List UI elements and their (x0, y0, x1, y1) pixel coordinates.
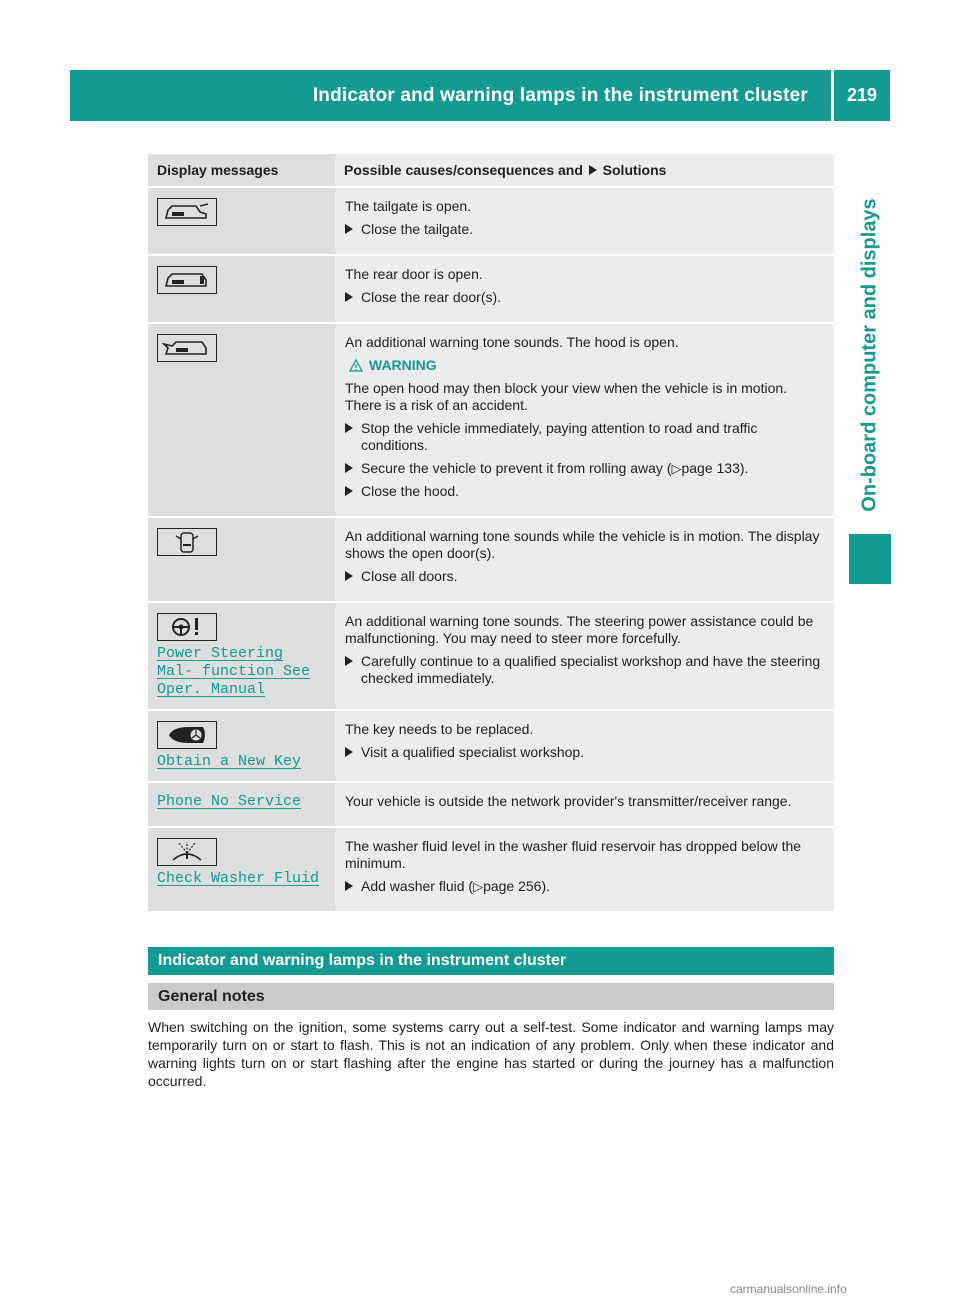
page-reference[interactable]: page 133 (681, 460, 740, 476)
step-text: Close the hood. (361, 483, 460, 499)
page-header (70, 70, 890, 121)
cause-text: An additional warning tone sounds while the vehicle is in motion. The display shows the open door(s). (345, 528, 820, 561)
steering-warning-icon (157, 613, 217, 641)
hood-open-icon (157, 334, 217, 362)
page-ref-icon: ▷ (473, 879, 484, 894)
watermark: carmanualsonline.info (730, 1282, 847, 1296)
col1-header: Display messages (148, 154, 335, 187)
arrow-icon (345, 571, 353, 581)
door-open-icon (157, 528, 217, 556)
cause-text: The washer fluid level in the washer fluid reservoir has dropped below the minimum. (345, 838, 802, 871)
side-tab-marker (849, 534, 891, 584)
arrow-icon (589, 165, 597, 175)
solution-step (345, 420, 825, 454)
solution-step (345, 221, 825, 238)
arrow-icon (345, 463, 353, 473)
display-message: Obtain a New Key (157, 753, 302, 770)
col2-header-text: Possible causes/consequences and (344, 162, 583, 178)
arrow-icon (345, 747, 353, 757)
solution-step (345, 744, 825, 761)
step-text: Close all doors. (361, 568, 458, 584)
solution-cell (335, 827, 834, 912)
arrow-icon (345, 224, 353, 234)
step-text-end: ). (541, 878, 551, 894)
display-message: Phone No Service (157, 793, 302, 810)
table-row (148, 782, 834, 827)
arrow-icon (345, 656, 353, 666)
cause-text: An additional warning tone sounds. The hood is open. (345, 334, 679, 350)
display-message: Check Washer Fluid (157, 870, 320, 887)
arrow-icon (345, 486, 353, 496)
arrow-icon (345, 292, 353, 302)
cause-text: Your vehicle is outside the network provider's transmitter/receiver range. (345, 793, 792, 809)
cause-text: The tailgate is open. (345, 198, 472, 214)
cause-text: The key needs to be replaced. (345, 721, 534, 737)
table-row (148, 517, 834, 602)
display-cell (148, 710, 335, 782)
solution-step (345, 568, 825, 585)
tailgate-open-icon (157, 198, 217, 226)
display-messages-table (148, 154, 834, 913)
solution-step (345, 483, 825, 500)
step-text: Visit a qualified specialist workshop. (361, 744, 585, 760)
page-reference[interactable]: page 256 (483, 878, 542, 894)
col2-header (335, 154, 834, 187)
step-text: Close the tailgate. (361, 221, 474, 237)
key-icon (157, 721, 217, 749)
side-tab-label: On-board computer and displays (858, 198, 881, 512)
step-text: Stop the vehicle immediately, paying attention to road and traffic conditions. (361, 420, 758, 453)
section-title: Indicator and warning lamps in the instrument cluster (148, 947, 834, 975)
solution-cell (335, 255, 834, 323)
rear-door-open-icon (157, 266, 217, 294)
step-text: Add washer fluid ( (361, 878, 474, 894)
display-cell (148, 602, 335, 710)
display-cell (148, 323, 335, 517)
warning-triangle-icon (349, 359, 363, 372)
table-row (148, 827, 834, 912)
display-cell (148, 827, 335, 912)
page-ref-icon: ▷ (671, 461, 682, 476)
warning-text: The open hood may then block your view when the vehicle is in motion. There is a risk of an accident. (345, 380, 788, 413)
warning-label: WARNING (369, 357, 437, 373)
solution-cell (335, 187, 834, 255)
display-message: Power Steering Mal‐ function See Oper. Manual (157, 645, 311, 698)
solution-cell (335, 517, 834, 602)
arrow-icon (345, 423, 353, 433)
display-cell (148, 782, 335, 827)
header-title: Indicator and warning lamps in the instrument cluster (312, 85, 808, 106)
col2-header-solutions: Solutions (602, 162, 667, 178)
side-tab (849, 120, 891, 590)
table-row (148, 187, 834, 255)
cause-text: The rear door is open. (345, 266, 483, 282)
body-text: When switching on the ignition, some systems carry out a self-test. Some indicator and warning lamps may temporarily turn on or start to flash. This is not an indication of any problem. Only when these indicator and warning lights turn on or start flashing after the engine has started or during the journey has a malfunction occurred. (148, 1019, 834, 1089)
arrow-icon (345, 881, 353, 891)
step-text: Secure the vehicle to prevent it from rolling away ( (361, 460, 672, 476)
table-row (148, 323, 834, 517)
cause-text: An additional warning tone sounds. The steering power assistance could be malfunctioning. You may need to steer more forcefully. (345, 613, 814, 646)
solution-cell (335, 602, 834, 710)
table-row (148, 255, 834, 323)
display-cell (148, 255, 335, 323)
step-text: Carefully continue to a qualified specialist workshop and have the steering checked immediately. (361, 653, 821, 686)
washer-fluid-icon (157, 838, 217, 866)
solution-step (345, 653, 825, 687)
solution-cell (335, 710, 834, 782)
subsection-title: General notes (148, 983, 834, 1010)
table-row (148, 710, 834, 782)
display-cell (148, 517, 335, 602)
solution-cell (335, 782, 834, 827)
solution-cell (335, 323, 834, 517)
table-row (148, 602, 834, 710)
page-number: 219 (846, 85, 878, 105)
solution-step (345, 460, 825, 477)
step-text: Close the rear door(s). (361, 289, 502, 305)
display-cell (148, 187, 335, 255)
solution-step (345, 289, 825, 306)
table-header-row (148, 154, 834, 187)
step-text-end: ). (739, 460, 749, 476)
solution-step (345, 878, 825, 895)
warning-heading (349, 357, 825, 374)
